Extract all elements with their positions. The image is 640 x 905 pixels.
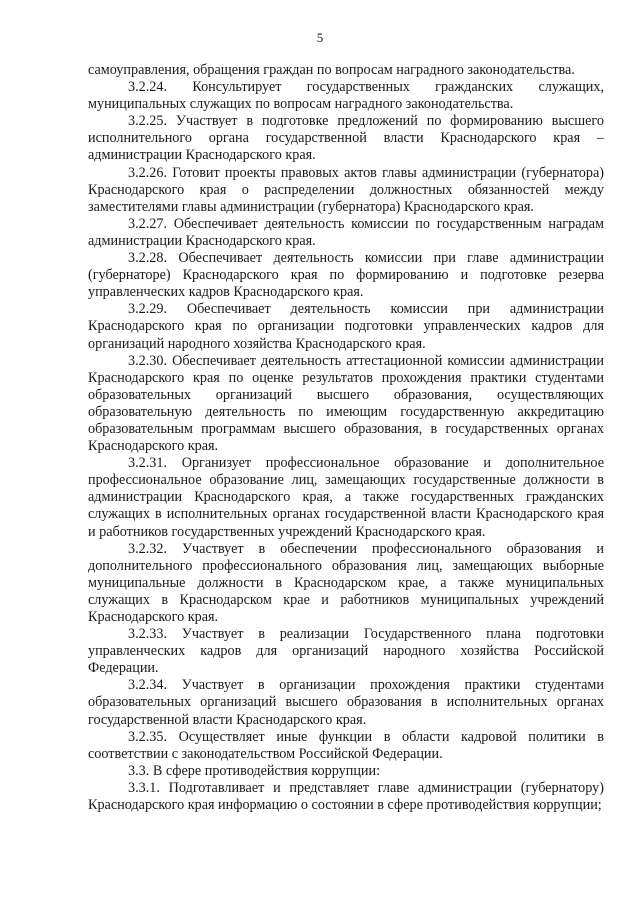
page-number: 5	[316, 30, 324, 45]
paragraph: 3.2.33. Участвует в реализации Государственного плана подготовки управленческих кадров для организаций народного хозяйства Российской Федерации.	[88, 626, 604, 677]
paragraph: 3.2.28. Обеспечивает деятельность комиссии при главе администрации (губернаторе) Краснодарского края по формированию и подготовке резерва управленческих кадров Краснодарского края.	[88, 250, 604, 301]
paragraph: 3.2.32. Участвует в обеспечении профессионального образования и дополнительного профессионального образования лиц, замещающих выборные муниципальные должности в Краснодарском крае, а также муниципальных служащих в Краснодарском крае и работников муниципальных учреждений Краснодарского края.	[88, 540, 604, 625]
paragraph: 3.2.29. Обеспечивает деятельность комиссии при администрации Краснодарского края по организации подготовки управленческих кадров для организаций народного хозяйства Краснодарского края.	[88, 301, 604, 352]
body-text	[88, 62, 604, 814]
paragraph: самоуправления, обращения граждан по вопросам наградного законодательства.	[88, 62, 575, 78]
paragraph: 3.2.31. Организует профессиональное образование и дополнительное профессиональное образование лиц, замещающих государственные должности в администрации Краснодарского края, а также государственных гражданских служащих в исполнительных органах государственной власти Краснодарского края и работников государственных учреждений Краснодарского края.	[88, 455, 604, 540]
paragraph: 3.3. В сфере противодействия коррупции:	[128, 762, 381, 779]
paragraph: 3.2.34. Участвует в организации прохождения практики студентами образовательных организаций высшего образования в исполнительных органах государственной власти Краснодарского края.	[88, 677, 604, 728]
paragraph: 3.2.26. Готовит проекты правовых актов главы администрации (губернатора) Краснодарского края о распределении должностных обязанностей между заместителями главы администрации (губернатора) Краснодарского края.	[88, 164, 604, 215]
paragraph: 3.2.27. Обеспечивает деятельность комиссии по государственным наградам администрации Краснодарского края.	[88, 215, 604, 249]
paragraph: 3.2.24. Консультирует государственных гражданских служащих, муниципальных служащих по вопросам наградного законодательства.	[88, 79, 604, 113]
paragraph: 3.2.35. Осуществляет иные функции в области кадровой политики в соответствии с законодательством Российской Федерации.	[88, 728, 604, 762]
paragraph: 3.2.25. Участвует в подготовке предложений по формированию высшего исполнительного органа государственной власти Краснодарского края – администрации Краснодарского края.	[88, 113, 604, 164]
paragraph: 3.3.1. Подготавливает и представляет главе администрации (губернатору) Краснодарского края информацию о состоянии в сфере противодействия коррупции;	[88, 779, 604, 814]
paragraph: 3.2.30. Обеспечивает деятельность аттестационной комиссии администрации Краснодарского края по оценке результатов прохождения практики студентами образовательных организаций высшего образования, осуществляющих образовательную деятельность по имеющим государственную аккредитацию образовательным программам высшего образования, в государственных органах Краснодарского края.	[88, 352, 604, 455]
